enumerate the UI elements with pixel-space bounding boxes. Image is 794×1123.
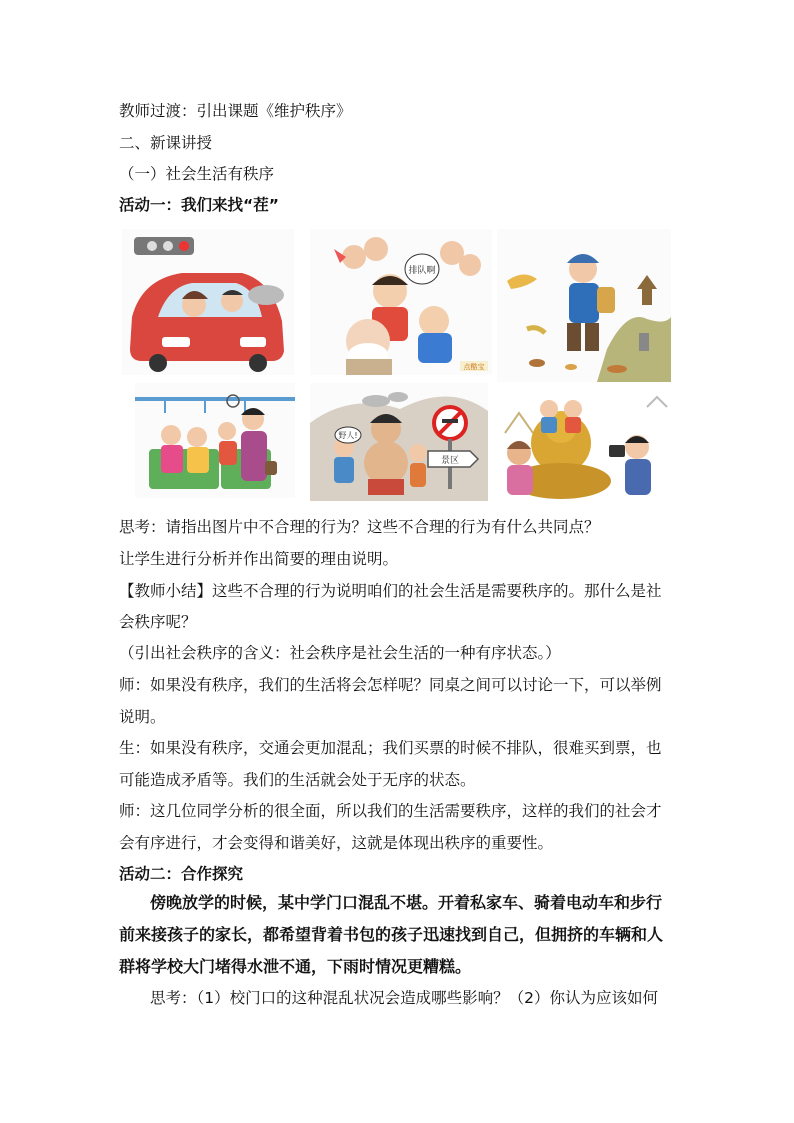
teacher-comment-line-2: 会有序进行，才会变得和谐美好，这就是体现出秩序的重要性。 bbox=[119, 834, 554, 852]
teacher-summary-line-1: 【教师小结】这些不合理的行为说明咱们的社会生活是需要秩序的。那什么是社 bbox=[119, 582, 662, 600]
activity-one-heading: 活动一：我们来找“茬” bbox=[119, 196, 279, 214]
illustration-no-smoking-area bbox=[310, 383, 488, 501]
subsection-heading: （一）社会生活有秩序 bbox=[119, 165, 275, 183]
illustration-climbing-statue bbox=[497, 383, 671, 499]
illustration-watermark: 点酷宝 bbox=[463, 363, 485, 371]
shouter-speech-bubble: 野人! bbox=[338, 431, 358, 440]
teacher-summary-line-2: 会秩序呢？ bbox=[119, 613, 197, 631]
illustration-bus-seat bbox=[135, 383, 295, 498]
case-paragraph-line-1: 傍晚放学的时候，某中学门口混乱不堪。开着私家车、骑着电动车和步行 bbox=[150, 893, 663, 912]
social-order-definition: （引出社会秩序的含义：社会秩序是社会生活的一种有序状态。） bbox=[119, 644, 561, 662]
illustration-car-driving bbox=[122, 229, 294, 375]
transition-line: 教师过渡：引出课题《维护秩序》 bbox=[119, 102, 352, 120]
road-sign-text: 景区 bbox=[440, 456, 460, 466]
student-answer-line-2: 可能造成矛盾等。我们的生活就会处于无序的状态。 bbox=[119, 771, 476, 789]
teacher-question-line-1: 师：如果没有秩序，我们的生活将会怎样呢？同桌之间可以讨论一下，可以举例 bbox=[119, 676, 662, 694]
thinking-question-line: 思考：请指出图片中不合理的行为？这些不合理的行为有什么共同点？ bbox=[119, 518, 600, 536]
illustration-queue-jumping bbox=[310, 229, 492, 375]
activity-two-heading: 活动二：合作探究 bbox=[119, 865, 244, 883]
student-answer-line-1: 生：如果没有秩序，交通会更加混乱；我们买票的时候不排队，很难买到票，也 bbox=[119, 739, 662, 757]
teacher-question-line-2: 说明。 bbox=[119, 708, 166, 726]
case-question-line: 思考：（1）校门口的这种混乱状况会造成哪些影响？（2）你认为应该如何 bbox=[150, 989, 658, 1007]
illustration-littering-tourist bbox=[497, 229, 671, 382]
section-heading: 二、新课讲授 bbox=[119, 134, 213, 152]
student-analysis-line: 让学生进行分析并作出简要的理由说明。 bbox=[119, 550, 399, 568]
case-paragraph-line-2: 前来接孩子的家长，都希望背着书包的孩子迅速找到自己，但拥挤的车辆和人 bbox=[119, 925, 664, 944]
case-paragraph-line-3: 群将学校大门堵得水泄不通，下雨时情况更糟糕。 bbox=[119, 957, 472, 976]
crowd-speech-bubble: 排队啊 bbox=[408, 266, 436, 276]
teacher-comment-line-1: 师：这几位同学分析的很全面，所以我们的生活需要秩序，这样的我们的社会才 bbox=[119, 802, 662, 820]
